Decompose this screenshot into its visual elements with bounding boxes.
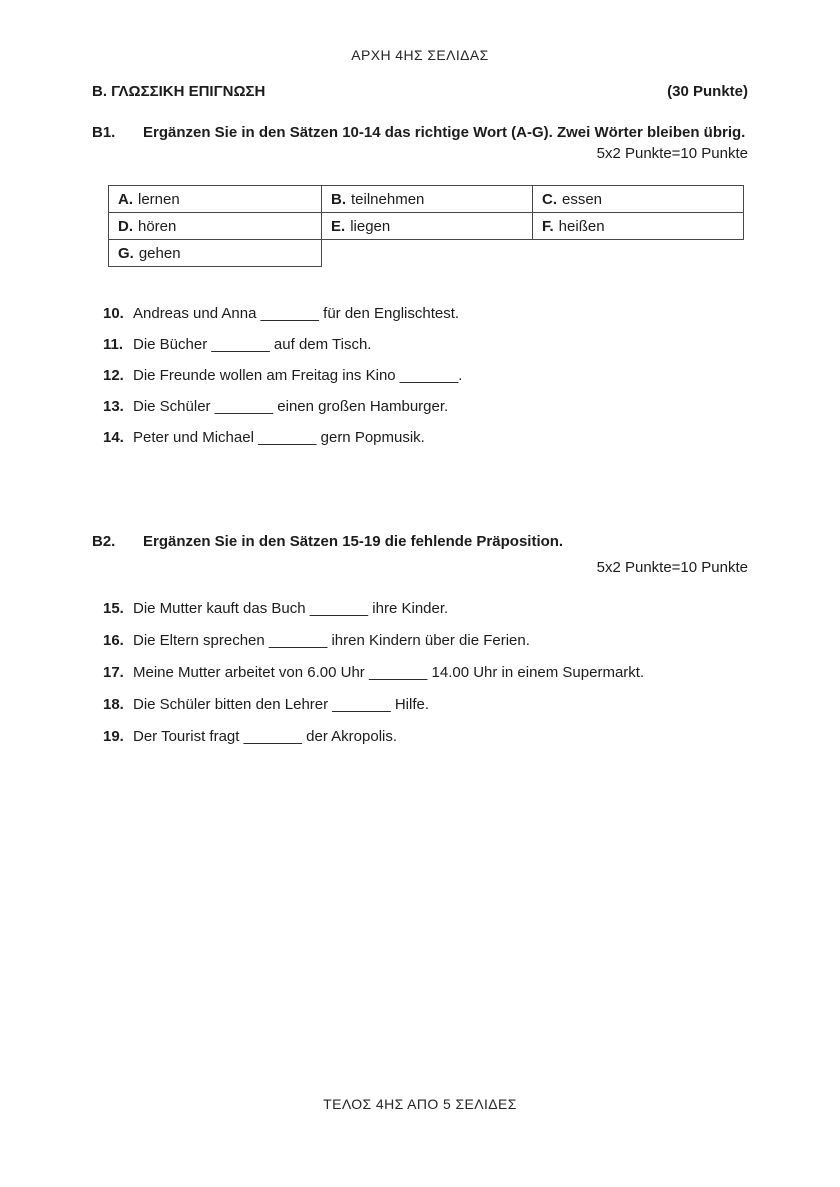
exercise-item-10 <box>103 305 748 323</box>
word-bank-row <box>109 213 744 240</box>
b1-instruction: Ergänzen Sie in den Sätzen 10-14 das richtige Wort (A-G). Zwei Wörter bleiben übrig. <box>143 124 746 141</box>
word-bank-cell-c <box>533 186 744 213</box>
item-sentence: Die Bücher _______ auf dem Tisch. <box>133 336 372 353</box>
item-sentence: Peter und Michael _______ gern Popmusik. <box>133 429 425 446</box>
option-letter: F. <box>542 217 554 235</box>
b2-instruction: Ergänzen Sie in den Sätzen 15-19 die fehlende Präposition. <box>143 533 564 550</box>
option-letter: C. <box>542 190 557 208</box>
item-number: 12. <box>103 367 124 384</box>
option-letter: A. <box>118 190 133 208</box>
section-heading <box>92 83 748 101</box>
exercise-item-19 <box>103 728 748 746</box>
b2-heading <box>92 531 748 553</box>
item-number: 14. <box>103 429 124 446</box>
option-word: hören <box>138 217 177 235</box>
option-letter: E. <box>331 217 346 235</box>
option-word: heißen <box>558 217 605 235</box>
item-number: 17. <box>103 664 124 681</box>
item-number: 13. <box>103 398 124 415</box>
option-letter: D. <box>118 217 133 235</box>
option-letter: G. <box>118 244 134 262</box>
page-header: ΑΡΧΗ 4ΗΣ ΣΕΛΙΔΑΣ <box>351 47 489 63</box>
exercise-item-11 <box>103 336 748 354</box>
b2-label: B2. <box>92 533 116 550</box>
page-content <box>0 83 840 746</box>
item-sentence: Die Schüler bitten den Lehrer _______ Hilfe. <box>133 696 430 713</box>
exercise-item-16 <box>103 632 748 650</box>
exercise-item-14 <box>103 429 748 447</box>
item-sentence: Die Schüler _______ einen großen Hamburger. <box>133 398 449 415</box>
item-sentence: Die Mutter kauft das Buch _______ ihre Kinder. <box>133 600 449 617</box>
item-sentence: Andreas und Anna _______ für den Englischtest. <box>133 305 460 322</box>
item-sentence: Meine Mutter arbeitet von 6.00 Uhr _______ 14.00 Uhr in einem Supermarkt. <box>133 664 645 681</box>
item-sentence: Der Tourist fragt _______ der Akropolis. <box>133 728 398 745</box>
word-bank-row <box>109 240 744 267</box>
word-bank-cell-d <box>109 213 322 240</box>
item-sentence: Die Freunde wollen am Freitag ins Kino _______. <box>133 367 463 384</box>
b1-points-note: 5x2 Punkte=10 Punkte <box>596 145 748 162</box>
b2-items <box>103 600 748 746</box>
exercise-item-13 <box>103 398 748 416</box>
word-bank-cell-g <box>109 240 322 267</box>
section-title: Β. ΓΛΩΣΣΙΚΗ ΕΠΙΓΝΩΣΗ <box>92 83 266 100</box>
section-points: (30 Punkte) <box>667 83 748 100</box>
item-number: 18. <box>103 696 124 713</box>
item-number: 15. <box>103 600 124 617</box>
word-bank-cell-a <box>109 186 322 213</box>
word-bank-cell-f <box>533 213 744 240</box>
option-word: lernen <box>138 190 180 208</box>
option-word: teilnehmen <box>351 190 425 208</box>
exercise-item-15 <box>103 600 748 618</box>
option-word: essen <box>562 190 603 208</box>
page-footer: ΤΕΛΟΣ 4ΗΣ ΑΠΟ 5 ΣΕΛΙΔΕΣ <box>323 1096 517 1112</box>
word-bank-cell-e <box>322 213 533 240</box>
item-number: 11. <box>103 336 124 353</box>
word-bank-row <box>109 186 744 213</box>
exercise-item-18 <box>103 696 748 714</box>
item-number: 16. <box>103 632 124 649</box>
item-number: 19. <box>103 728 124 745</box>
word-bank-cell-b <box>322 186 533 213</box>
option-word: liegen <box>350 217 391 235</box>
word-bank-empty-cell <box>533 240 744 267</box>
item-number: 10. <box>103 305 124 322</box>
option-word: gehen <box>138 244 181 262</box>
item-sentence: Die Eltern sprechen _______ ihren Kindern über die Ferien. <box>133 632 530 649</box>
exercise-item-17 <box>103 664 748 682</box>
option-letter: B. <box>331 190 346 208</box>
b1-items <box>103 305 748 447</box>
b1-heading <box>92 122 748 144</box>
word-bank-empty-cell <box>322 240 533 267</box>
b1-label: B1. <box>92 124 116 141</box>
exercise-item-12 <box>103 367 748 385</box>
b2-points-note: 5x2 Punkte=10 Punkte <box>596 559 748 576</box>
word-bank-table <box>108 185 744 267</box>
